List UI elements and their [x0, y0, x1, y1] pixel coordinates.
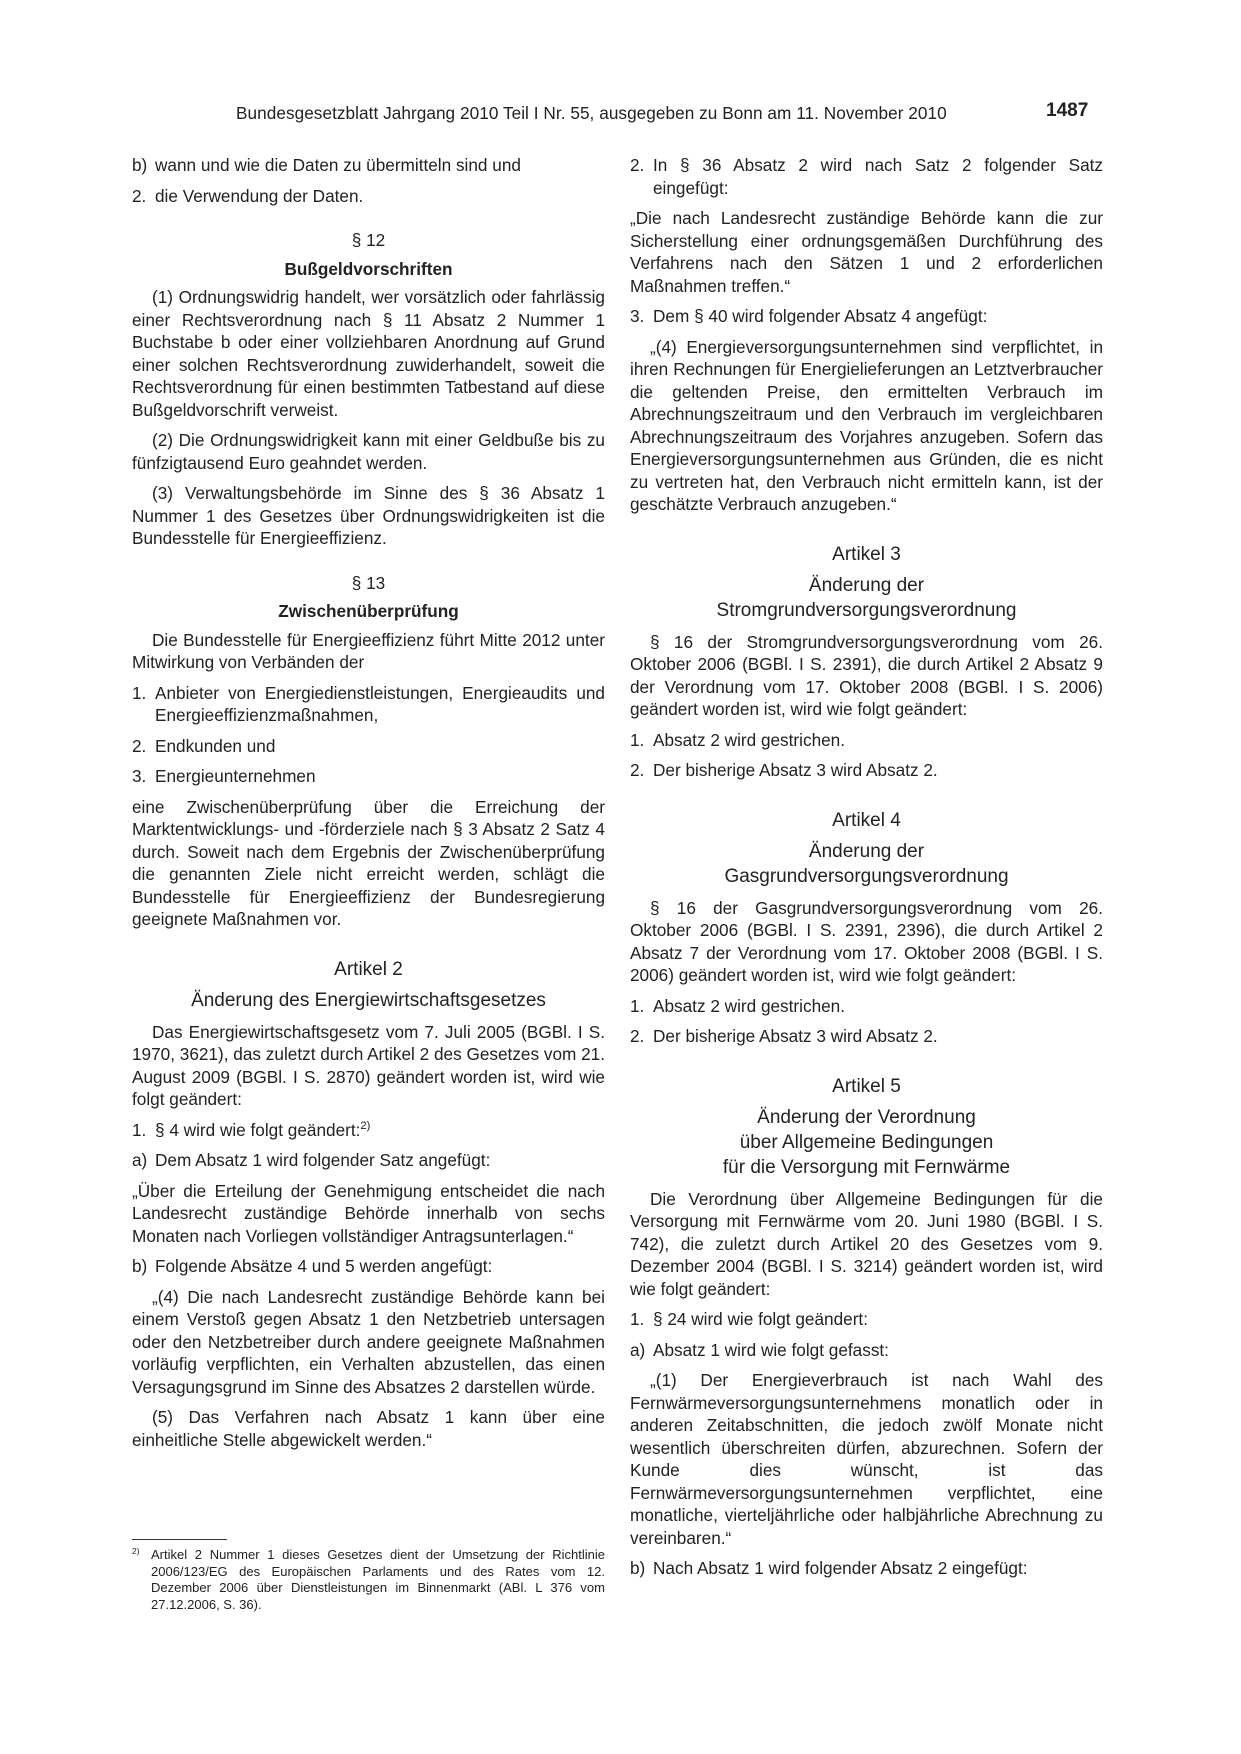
article-number: Artikel 4: [832, 809, 901, 831]
list-item-label: 1.: [630, 995, 645, 1016]
article-title: Änderung des Energiewirtschaftsgesetzes: [191, 989, 546, 1011]
article-number: Artikel 2: [334, 958, 403, 980]
section-number: § 12: [351, 230, 386, 250]
list-item-text: die Verwendung der Daten.: [155, 185, 364, 206]
list-item: [630, 1557, 1103, 1580]
page-number: 1487: [1046, 100, 1089, 121]
paragraph: eine Zwischenüberprüfung über die Erreichung der Marktentwicklungs- und -förderziele nach § 3 Absatz 2 Satz 4 durch. Soweit nach dem Ergebnis der Zwischenüberprüfung die genannten Ziele nicht erreicht werden, schlägt die Bundesstelle für Energieeffizienz der Bundesregierung geeignete Maßnahmen vor.: [132, 796, 605, 929]
footnote-text: Artikel 2 Nummer 1 dieses Gesetzes dient der Umsetzung der Richtlinie 2006/123/EG des Europäischen Parlaments und des Rates vom 12. Dezember 2006 über Dienstleistungen im Binnenmarkt (ABl. L 376 vom 27.12.2006, S. 36).: [151, 1547, 605, 1612]
list-item-text: Der bisherige Absatz 3 wird Absatz 2.: [653, 760, 938, 780]
list-item-text: Dem § 40 wird folgender Absatz 4 angefügt:: [653, 306, 988, 326]
list-item-text: Endkunden und: [155, 735, 276, 756]
list-item: [132, 735, 605, 758]
list-item-label: 1.: [630, 1309, 645, 1329]
list-item-text: Folgende Absätze 4 und 5 werden angefügt:: [155, 1256, 493, 1276]
paragraph: (3) Verwaltungsbehörde im Sinne des § 36 Absatz 1 Nummer 1 des Gesetzes über Ordnungswidrigkeiten ist die Bundesstelle für Energieeffizienz.: [132, 483, 605, 548]
list-item: [132, 682, 605, 727]
article-number: Artikel 5: [832, 1075, 901, 1097]
list-item-label: a): [630, 1339, 646, 1360]
list-item-text: Absatz 1 wird wie folgt gefasst:: [653, 1339, 889, 1360]
paragraph: (2) Die Ordnungswidrigkeit kann mit einer Geldbuße bis zu fünfzigtausend Euro geahndet werden.: [132, 430, 605, 473]
footnote-mark: 2): [132, 1546, 140, 1557]
list-item: [132, 154, 605, 177]
list-item: [132, 1149, 605, 1172]
article-number: Artikel 3: [832, 543, 901, 565]
list-item: [132, 1119, 605, 1142]
list-item: [630, 1025, 1103, 1048]
article-title: Änderung der Gasgrundversorgungsverordnung: [724, 840, 1009, 887]
list-item-label: 2.: [630, 155, 645, 175]
list-item: [132, 765, 605, 788]
list-item-text: § 4 wird wie folgt geändert:: [155, 1119, 361, 1140]
list-item-label: b): [132, 155, 148, 175]
list-item-label: 3.: [132, 766, 147, 786]
list-item: [132, 1255, 605, 1278]
paragraph: Das Energiewirtschaftsgesetz vom 7. Juli 2005 (BGBl. I S. 1970, 3621), das zuletzt durch Artikel 2 des Gesetzes vom 21. August 2009 (BGBl. I S. 2870) geändert worden ist, wird wie folgt geändert:: [132, 1021, 605, 1109]
list-item-text: Der bisherige Absatz 3 wird Absatz 2.: [653, 1026, 938, 1046]
list-item-text: Anbieter von Energiedienstleistungen, Energieaudits und Energieeffizienzmaßnahmen,: [155, 682, 605, 725]
list-item-label: 1.: [132, 682, 147, 703]
list-item-label: 1.: [630, 729, 645, 750]
running-header: Bundesgesetzblatt Jahrgang 2010 Teil I Nr. 55, ausgegeben zu Bonn am 11. November 2010: [236, 103, 947, 123]
list-item: [630, 729, 1103, 752]
list-item-label: b): [132, 1256, 148, 1276]
list-item-label: 1.: [132, 1119, 147, 1140]
list-item: [630, 1339, 1103, 1362]
section-title: Bußgeldvorschriften: [284, 258, 453, 279]
list-item-text: In § 36 Absatz 2 wird nach Satz 2 folgender Satz eingefügt:: [653, 155, 1103, 198]
article-title: Änderung der Verordnung über Allgemeine Bedingungen für die Versorgung mit Fernwärme: [722, 1106, 1011, 1178]
quoted-text: „Über die Erteilung der Genehmigung entscheidet die nach Landesrecht zuständige Behörde innerhalb von sechs Monaten nach Vorliegen vollständiger Antragsunterlagen.“: [132, 1180, 605, 1246]
quoted-text: „Die nach Landesrecht zuständige Behörde kann die zur Sicherstellung einer ordnungsgemäßen Durchführung des Verfahrens nach den Sätzen 1 und 2 erforderlichen Maßnahmen treffen.“: [630, 208, 1103, 296]
paragraph: (1) Ordnungswidrig handelt, wer vorsätzlich oder fahrlässig einer Rechtsverordnung nach § 11 Absatz 2 Nummer 1 Buchstabe b oder einer vollziehbaren Anordnung auf Grund einer solchen Rechtsverordnung zuwiderhandelt, soweit die Rechtsverordnung für einen bestimmten Tatbestand auf diese Bußgeldvorschrift verweist.: [132, 287, 605, 420]
paragraph: § 16 der Stromgrundversorgungsverordnung vom 26. Oktober 2006 (BGBl. I S. 2391), die durch Artikel 2 Absatz 9 der Verordnung vom 17. Oktober 2008 (BGBl. I S. 2006) geändert worden ist, wird wie folgt geändert:: [630, 631, 1103, 719]
list-item-text: Nach Absatz 1 wird folgender Absatz 2 eingefügt:: [653, 1558, 1028, 1578]
list-item-label: a): [132, 1150, 148, 1170]
list-item: [630, 305, 1103, 328]
quoted-text: „(4) Energieversorgungsunternehmen sind verpflichtet, in ihren Rechnungen für Energielieferungen an Letztverbraucher die geltenden Preise, den ermittelten Verbrauch im Abrechnungszeitraum und den Verbrauch im vergleichbaren Abrechnungszeitraum des Vorjahres anzugeben. Sofern das Energieversorgungsunternehmen aus Gründen, die es nicht zu vertreten hat, den Verbrauch nicht ermitteln kann, ist der geschätzte Verbrauch anzugeben.“: [630, 336, 1103, 514]
list-item: [630, 995, 1103, 1018]
section-title: Zwischenüberprüfung: [278, 601, 459, 621]
list-item-label: 2.: [132, 185, 147, 206]
list-item-text: § 24 wird wie folgt geändert:: [653, 1309, 868, 1329]
list-item-text: wann und wie die Daten zu übermitteln sind und: [155, 155, 521, 175]
list-item-label: b): [630, 1558, 646, 1578]
list-item: [132, 185, 605, 208]
list-item: [630, 1308, 1103, 1331]
paragraph: Die Bundesstelle für Energieeffizienz führt Mitte 2012 unter Mitwirkung von Verbänden der: [132, 629, 605, 672]
left-column: [132, 154, 605, 1459]
footnote: [132, 1547, 605, 1613]
footnote-rule: [132, 1539, 227, 1540]
list-item-label: 3.: [630, 306, 645, 326]
list-item-label: 2.: [630, 1026, 645, 1046]
article-title: Änderung der Stromgrundversorgungsverordnung: [716, 574, 1017, 621]
quoted-text: „(1) Der Energieverbrauch ist nach Wahl des Fernwärmeversorgungsunternehmens monatlich oder in anderen Zeitabschnitten, die jedoch zwölf Monate nicht wesentlich überschreiten dürfen, abzurechnen. Sofern der Kunde dies wünscht, ist das Fernwärmeversorgungsunternehmen verpflichtet, eine monatliche, vierteljährliche oder halbjährliche Abrechnung zu vereinbaren.“: [630, 1370, 1103, 1548]
quoted-text: „(4) Die nach Landesrecht zuständige Behörde kann bei einem Verstoß gegen Absatz 1 den Netzbetrieb untersagen oder den Netzbetreiber durch andere geeignete Maßnahmen vorläufig verpflichten, ein Verhalten abzustellen, das einen Versagungsgrund im Sinne des Absatzes 2 darstellen würde.: [132, 1286, 605, 1397]
list-item-text: Absatz 2 wird gestrichen.: [653, 729, 846, 750]
list-item-text: Absatz 2 wird gestrichen.: [653, 995, 846, 1016]
footnote-reference: 2): [360, 1120, 371, 1133]
paragraph: Die Verordnung über Allgemeine Bedingungen für die Versorgung mit Fernwärme vom 20. Juni 1980 (BGBl. I S. 742), die zuletzt durch Artikel 20 des Gesetzes vom 9. Dezember 2004 (BGBl. I S. 3214) geändert worden ist, wird wie folgt geändert:: [630, 1188, 1103, 1299]
list-item-label: 2.: [630, 760, 645, 780]
right-column: [630, 154, 1103, 1588]
list-item-label: 2.: [132, 735, 147, 756]
quoted-text: (5) Das Verfahren nach Absatz 1 kann über eine einheitliche Stelle abgewickelt werden.“: [132, 1407, 605, 1450]
section-number: § 13: [351, 572, 386, 593]
list-item-text: Dem Absatz 1 wird folgender Satz angefügt:: [155, 1150, 491, 1170]
list-item: [630, 759, 1103, 782]
paragraph: § 16 der Gasgrundversorgungsverordnung vom 26. Oktober 2006 (BGBl. I S. 2391, 2396), die durch Artikel 2 Absatz 7 der Verordnung vom 17. Oktober 2008 (BGBl. I S. 2006) geändert worden ist, wird wie folgt geändert:: [630, 897, 1103, 985]
list-item: [630, 154, 1103, 199]
list-item-text: Energieunternehmen: [155, 766, 316, 786]
